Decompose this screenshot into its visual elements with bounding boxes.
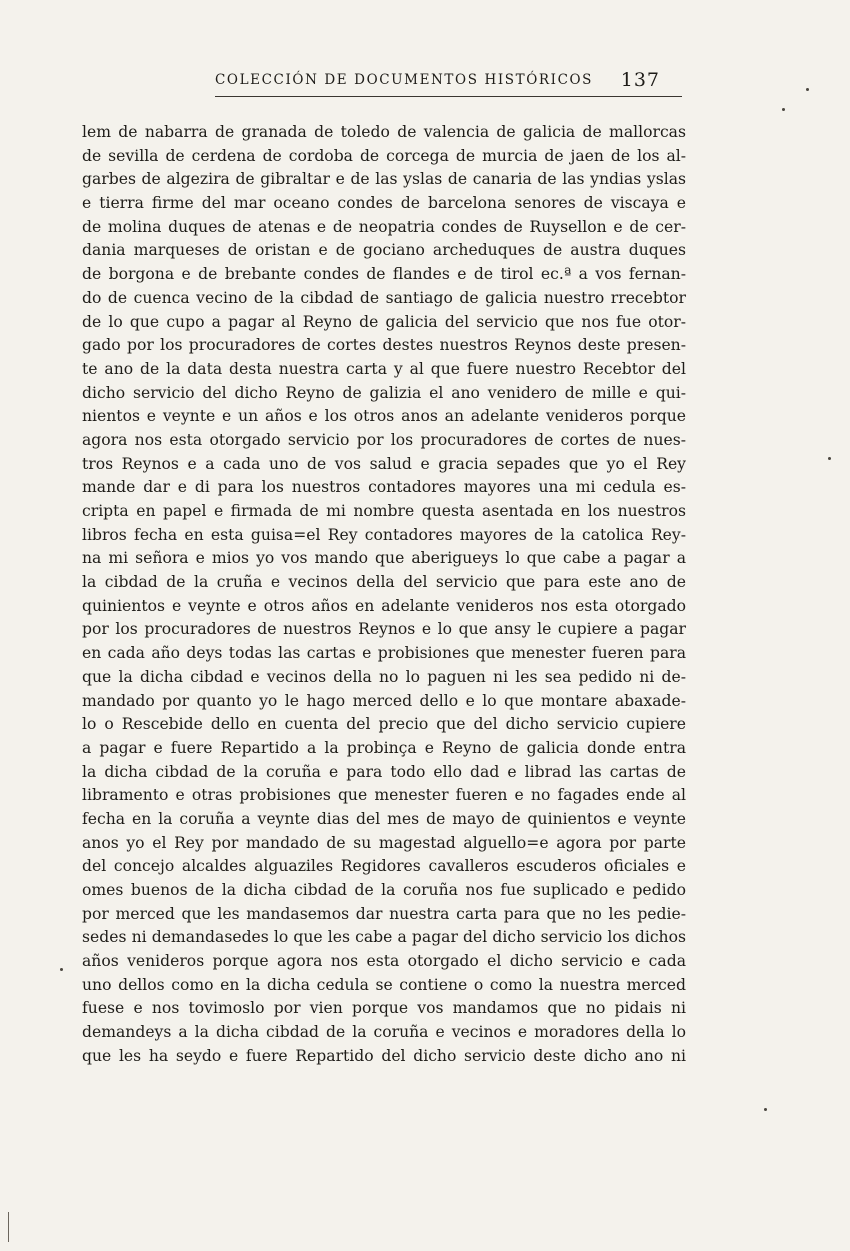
text-line: por merced que les mandasemos dar nuestra carta para que no les pedie- xyxy=(82,904,686,923)
ink-speck xyxy=(782,108,785,111)
text-line: omes buenos de la dicha cibdad de la coruña nos fue suplicado e pedido xyxy=(82,881,686,899)
text-line: tros Reynos e a cada uno de vos salud e gracia sepades que yo el Rey xyxy=(82,454,686,473)
text-line: mande dar e di para los nuestros contadores mayores una mi cedula es- xyxy=(82,478,686,497)
page-number: 137 xyxy=(620,69,660,91)
text-line: libramento e otras probisiones que menester fueren e no fagades ende al xyxy=(82,786,686,805)
text-line: do de cuenca vecino de la cibdad de santiago de galicia nuestro rrecebtor xyxy=(82,288,686,307)
text-line: a pagar e fuere Repartido a la probinça e Reyno de galicia donde entra xyxy=(82,738,686,757)
text-line: na mi señora e mios yo vos mando que aberigueys lo que cabe a pagar a xyxy=(82,549,686,568)
text-line: uno dellos como en la dicha cedula se contiene o como la nuestra merced xyxy=(82,975,686,994)
text-line: anos yo el Rey por mandado de su magestad alguello=e agora por parte xyxy=(82,833,686,852)
text-line: sedes ni demandasedes lo que les cabe a pagar del dicho servicio los dichos xyxy=(82,928,686,947)
ink-speck xyxy=(806,88,809,91)
text-line: dicho servicio del dicho Reyno de galizia el ano venidero de mille e qui- xyxy=(82,383,686,402)
text-line: fecha en la coruña a veynte dias del mes de mayo de quinientos e veynte xyxy=(82,809,686,828)
text-line: por los procuradores de nuestros Reynos e lo que ansy le cupiere a pagar xyxy=(82,620,686,639)
text-line: de sevilla de cerdena de cordoba de corcega de murcia de jaen de los al- xyxy=(82,146,686,165)
ink-speck xyxy=(764,1108,767,1111)
running-header xyxy=(215,70,660,94)
text-line: garbes de algezira de gibraltar e de las yslas de canaria de las yndias yslas xyxy=(82,170,686,189)
header-title: COLECCIÓN DE DOCUMENTOS HISTÓRICOS xyxy=(215,72,594,88)
text-line: cripta en papel e firmada de mi nombre questa asentada en los nuestros xyxy=(82,502,686,520)
text-line: te ano de la data desta nuestra carta y al que fuere nuestro Recebtor del xyxy=(82,359,686,378)
text-line: en cada año deys todas las cartas e probisiones que menester fueren para xyxy=(82,644,686,663)
text-line: nientos e veynte e un años e los otros anos an adelante venideros porque xyxy=(82,407,686,426)
text-line: demandeys a la dicha cibdad de la coruña e vecinos e moradores della lo xyxy=(82,1023,686,1042)
margin-mark xyxy=(8,1212,9,1242)
text-line: libros fecha en esta guisa=el Rey contadores mayores de la catolica Rey- xyxy=(82,525,686,544)
header-rule xyxy=(215,96,682,97)
text-line: la dicha cibdad de la coruña e para todo ello dad e librad las cartas de xyxy=(82,762,686,781)
text-line: quinientos e veynte e otros años en adelante venideros nos esta otorgado xyxy=(82,596,686,615)
body-text xyxy=(82,121,686,1069)
text-line: que les ha seydo e fuere Repartido del dicho servicio deste dicho ano ni xyxy=(82,1046,686,1065)
text-line: mandado por quanto yo le hago merced dello e lo que montare abaxade- xyxy=(82,691,686,710)
text-line: e tierra firme del mar oceano condes de barcelona senores de viscaya e xyxy=(82,194,686,213)
text-line: la cibdad de la cruña e vecinos della del servicio que para este ano de xyxy=(82,573,686,592)
text-line: agora nos esta otorgado servicio por los procuradores de cortes de nues- xyxy=(82,430,686,449)
text-line: del concejo alcaldes alguaziles Regidores cavalleros escuderos oficiales e xyxy=(82,857,686,876)
text-line: años venideros porque agora nos esta otorgado el dicho servicio e cada xyxy=(82,952,686,971)
text-line: de lo que cupo a pagar al Reyno de galicia del servicio que nos fue otor- xyxy=(82,312,686,331)
text-line: fuese e nos tovimoslo por vien porque vos mandamos que no pidais ni xyxy=(82,999,686,1018)
ink-speck xyxy=(60,968,63,971)
text-line: de borgona e de brebante condes de flandes e de tirol ec.ª a vos fernan- xyxy=(82,265,686,284)
text-line: dania marqueses de oristan e de gociano archeduques de austra duques xyxy=(82,241,686,260)
ink-speck xyxy=(828,457,831,460)
text-line: de molina duques de atenas e de neopatria condes de Ruysellon e de cer- xyxy=(82,217,686,236)
text-line: lem de nabarra de granada de toledo de valencia de galicia de mallorcas xyxy=(82,123,686,141)
text-line: que la dicha cibdad e vecinos della no lo paguen ni les sea pedido ni de- xyxy=(82,667,686,686)
text-line: gado por los procuradores de cortes destes nuestros Reynos deste presen- xyxy=(82,336,686,355)
text-line: lo o Rescebide dello en cuenta del precio que del dicho servicio cupiere xyxy=(82,715,686,734)
